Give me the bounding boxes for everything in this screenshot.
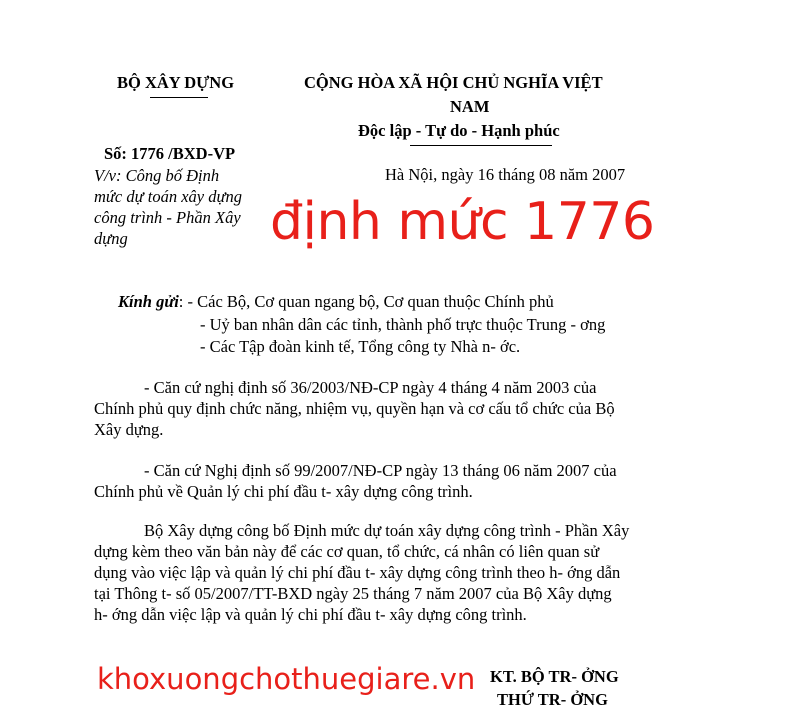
paragraph-legal-basis-1: [94, 377, 699, 440]
signature-line2: THỨ TR- ỞNG: [497, 690, 608, 709]
paragraph-line: dựng kèm theo văn bản này để các cơ quan, tổ chức, cá nhân có liên quan sử: [94, 542, 600, 561]
ministry-underline: [150, 97, 208, 98]
ministry-name: BỘ XÂY DỰNG: [117, 73, 235, 92]
republic-title-line1: CỘNG HÒA XÃ HỘI CHỦ NGHĨA VIỆT: [304, 73, 603, 92]
paragraph-line: Xây dựng.: [94, 420, 164, 439]
subject-line: dựng: [94, 229, 128, 248]
recipients-label: Kính gửi: [118, 292, 179, 311]
motto-underline: [410, 145, 552, 146]
place-date: Hà Nội, ngày 16 tháng 08 năm 2007: [385, 165, 626, 184]
paragraph-line: Chính phủ quy định chức năng, nhiệm vụ, quyền hạn và cơ cấu tổ chức của Bộ: [94, 399, 615, 418]
paragraph-line: Chính phủ về Quản lý chi phí đầu t- xây dựng công trình.: [94, 482, 473, 501]
signature-line1: KT. BỘ TR- ỞNG: [490, 667, 619, 686]
overlay-title: định mức 1776: [270, 192, 655, 252]
subject-line: công trình - Phần Xây: [94, 208, 241, 227]
recipients-first-line: [118, 292, 554, 312]
paragraph-line: - Căn cứ Nghị định số 99/2007/NĐ-CP ngày 13 tháng 06 năm 2007 của: [144, 461, 617, 480]
subject-line: mức dự toán xây dựng: [94, 187, 242, 206]
paragraph-announcement: [94, 520, 699, 625]
document-number: Số: 1776 /BXD-VP: [104, 144, 236, 163]
paragraph-line: tại Thông t- số 05/2007/TT-BXD ngày 25 tháng 7 năm 2007 của Bộ Xây dựng: [94, 584, 612, 603]
paragraph-legal-basis-2: [94, 460, 699, 502]
recipient-item: : - Các Bộ, Cơ quan ngang bộ, Cơ quan thuộc Chính phủ: [178, 292, 554, 311]
subject-line: V/v: Công bố Định: [94, 166, 220, 185]
paragraph-line: dụng vào việc lập và quản lý chi phí đầu t- xây dựng công trình theo h- ớng dẫn: [94, 563, 621, 582]
paragraph-line: h- ớng dẫn việc lập và quản lý chi phí đầu t- xây dựng công trình.: [94, 605, 527, 624]
recipient-item: - Uỷ ban nhân dân các tỉnh, thành phố trực thuộc Trung - ơng: [200, 315, 606, 334]
watermark-text: khoxuongchothuegiare.vn: [97, 662, 476, 696]
national-motto: Độc lập - Tự do - Hạnh phúc: [358, 121, 560, 140]
paragraph-line: Bộ Xây dựng công bố Định mức dự toán xây dựng công trình - Phần Xây: [144, 521, 630, 540]
paragraph-line: - Căn cứ nghị định số 36/2003/NĐ-CP ngày 4 tháng 4 năm 2003 của: [144, 378, 597, 397]
recipient-item: - Các Tập đoàn kinh tế, Tổng công ty Nhà n- ớc.: [200, 337, 521, 356]
subject-block: [94, 165, 242, 249]
republic-title-line2: NAM: [450, 97, 490, 116]
